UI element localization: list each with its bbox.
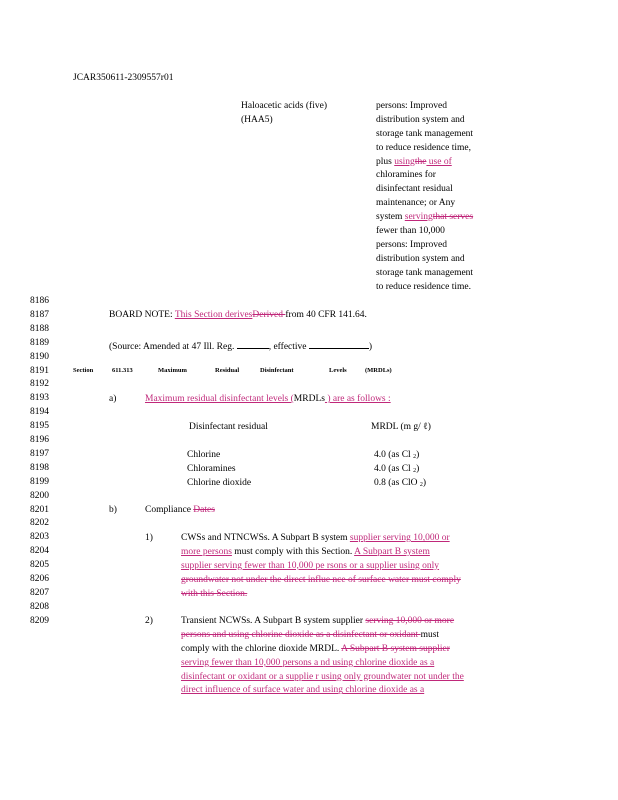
contaminant-abbrev: (HAA5) — [241, 115, 273, 125]
treatment-line — [376, 185, 473, 199]
line-number: 8202 — [30, 518, 49, 529]
line-number: 8189 — [30, 337, 49, 348]
item-b2-text-inserted: disinfectant or oxidant or a supplie r using only groundwater not under the — [181, 671, 464, 682]
item-b2-line — [181, 659, 464, 673]
section-heading — [0, 365, 618, 378]
line-number: 8199 — [30, 476, 49, 487]
mrdl-row-value — [374, 451, 419, 461]
line-number: 8194 — [30, 407, 49, 418]
line-number: 8190 — [30, 351, 49, 362]
mrdl-value-subscript: 2 — [413, 454, 417, 460]
line-number: 8208 — [30, 601, 49, 612]
item-b2-line — [181, 631, 464, 645]
treatment-line — [376, 213, 473, 227]
mrdl-value-subscript: 2 — [413, 467, 417, 474]
line-number: 8192 — [30, 379, 49, 390]
line-number: 8197 — [30, 448, 49, 459]
item-a: MRDLs — [293, 394, 325, 404]
treatment-line — [376, 227, 473, 241]
treatment-text: persons: Improved — [376, 239, 447, 250]
board-note-inserted: This Section derives — [174, 310, 253, 320]
line-number: 8188 — [30, 323, 49, 334]
line-number: 8187 — [30, 309, 49, 320]
item-b-label: b) — [109, 505, 117, 515]
line-number: 8204 — [30, 546, 49, 557]
line-number: 8201 — [30, 504, 49, 515]
line-number: 8196 — [30, 435, 49, 445]
item-b2-text-deleted: serving 10,000 or more — [365, 616, 455, 626]
item-b1-label: 1) — [145, 533, 153, 543]
mrdl-row-disinfectant: Chlorine dioxide — [187, 477, 252, 488]
treatment-line — [376, 241, 473, 255]
treatment-text: disinfectant residual — [376, 184, 453, 195]
item-b: Compliance — [145, 505, 194, 515]
line-number: 8200 — [30, 490, 49, 501]
section-number: 611.313 — [112, 367, 133, 374]
item-b1-line — [181, 548, 461, 562]
item-b1-text — [181, 534, 461, 603]
treatment-text: persons: Improved — [376, 101, 447, 111]
treatment-line — [376, 144, 473, 158]
board-note-deleted: Derived — [252, 310, 286, 320]
board-note: from 40 CFR 141.64. — [285, 310, 367, 320]
line-number: 8205 — [30, 560, 49, 571]
register-page-blank — [237, 339, 269, 349]
treatment-text: storage tank management — [376, 128, 474, 139]
treatment-text: fewer than 10,000 — [376, 226, 445, 237]
line-number: 8186 — [30, 296, 49, 306]
section-label: Section — [73, 367, 94, 374]
mrdl-value-close: ) — [416, 450, 420, 460]
treatment-text: to reduce residence time, — [376, 142, 471, 153]
treatment-line — [376, 130, 473, 144]
line-number: 8198 — [30, 462, 49, 473]
item-b2-text-deleted: A Subpart B system supplier — [341, 643, 450, 654]
treatment-line — [376, 116, 473, 130]
section-title-word: Disinfectant — [260, 367, 294, 374]
mrdl-value-text: 4.0 (as Cl — [374, 463, 414, 474]
treatment-text-inserted: serving — [404, 212, 433, 223]
item-a-text — [145, 395, 391, 405]
table-left-cell — [241, 102, 327, 130]
mrdl-table-header-disinfectant: Disinfectant residual — [189, 422, 268, 432]
section-title-word: Residual — [215, 367, 240, 374]
treatment-line — [376, 269, 473, 283]
mrdl-row-disinfectant: Chlorine — [187, 450, 221, 460]
line-number: 8203 — [30, 532, 49, 543]
item-a-inserted: Maximum residual disinfectant levels ( — [145, 394, 294, 404]
item-b1-line — [181, 534, 461, 548]
item-b1-text-inserted: more persons — [181, 546, 232, 557]
treatment-line — [376, 255, 473, 269]
mrdl-value-text: 0.8 (as ClO — [374, 477, 420, 488]
item-b-deleted: Dates — [193, 505, 215, 515]
item-b2-text — [181, 617, 464, 700]
treatment-text: system — [376, 212, 405, 223]
treatment-line — [376, 102, 473, 116]
item-b2-line — [181, 617, 464, 631]
contaminant-name: Haloacetic acids (five) — [241, 101, 327, 111]
item-b1-line — [181, 590, 461, 604]
treatment-text: maintenance; or Any — [376, 198, 456, 209]
mrdl-row-value — [374, 479, 426, 489]
item-b2-text-deleted: persons and using chlorine dioxide as a disinfectant or oxidant — [181, 629, 421, 640]
document-id: JCAR350611-2309557r01 — [73, 73, 174, 83]
treatment-text: distribution system and — [376, 114, 465, 125]
section-title-word: (MRDLs) — [365, 367, 392, 374]
treatment-text: plus — [376, 156, 395, 167]
item-b2-text: must — [420, 629, 440, 640]
source-note — [109, 339, 372, 353]
item-b2-text-inserted: direct influence of surface water and using chlorine dioxide as a — [181, 685, 425, 696]
treatment-text: distribution system and — [376, 253, 465, 264]
board-note — [109, 311, 367, 321]
item-b2-text-inserted: serving fewer than 10,000 persons a nd using chlorine dioxide as a — [181, 657, 435, 668]
treatment-line — [376, 283, 473, 297]
item-b2-line — [181, 645, 464, 659]
table-right-cell — [376, 102, 473, 296]
treatment-text: chloramines for — [376, 170, 436, 181]
item-a-label: a) — [109, 394, 117, 404]
item-b1-line — [181, 562, 461, 576]
item-b1-text-deleted: groundwater not under the direct influe nce of surface water must comply — [181, 574, 461, 585]
mrdl-value-close: ) — [416, 463, 420, 474]
item-b1-text-inserted: supplier serving 10,000 or — [349, 533, 450, 543]
line-number: 8191 — [30, 365, 49, 376]
line-number: 8195 — [30, 421, 49, 432]
mrdl-table-header-mrdl: MRDL (m g/ ℓ) — [371, 422, 431, 432]
section-title-word: Levels — [329, 367, 347, 374]
item-a-inserted: ) are as follows : — [324, 394, 391, 404]
item-b2-line — [181, 686, 464, 700]
line-number: 8206 — [30, 574, 49, 584]
effective-date-blank — [309, 339, 369, 349]
treatment-text-inserted: use of — [426, 156, 452, 167]
source-prefix: (Source: Amended at 47 Ill. Reg. — [109, 342, 237, 352]
treatment-line — [376, 199, 473, 213]
item-b1-text: must comply with this Section. — [231, 546, 355, 557]
source-suffix: ) — [368, 342, 373, 352]
source-mid: , effective — [268, 342, 309, 352]
item-b1-line — [181, 576, 461, 590]
item-b1-text-inserted: A Subpart B system — [354, 546, 430, 557]
treatment-text: storage tank management — [376, 267, 474, 278]
item-b1-text-inserted: supplier serving fewer than 10,000 pe rsons or a supplier using only — [181, 560, 440, 571]
line-number: 8207 — [30, 587, 49, 598]
mrdl-row-disinfectant: Chloramines — [187, 463, 236, 474]
item-b2-text: comply with the chlorine dioxide MRDL. — [181, 643, 342, 654]
line-number: 8193 — [30, 393, 49, 404]
mrdl-value-text: 4.0 (as Cl — [374, 450, 414, 460]
mrdl-value-subscript: 2 — [419, 481, 423, 488]
item-b1-text: CWSs and NTNCWSs. A Subpart B system — [181, 533, 350, 543]
treatment-text-deleted: the — [414, 156, 427, 167]
mrdl-value-close: ) — [422, 477, 427, 488]
section-title-word: Maximum — [158, 367, 187, 374]
board-note: BOARD NOTE: — [109, 310, 175, 320]
item-b1-text-deleted: with this Section. — [181, 588, 248, 599]
treatment-text-deleted: that serves — [432, 212, 474, 223]
item-b2-label: 2) — [145, 616, 153, 626]
item-b-text — [145, 506, 215, 516]
mrdl-row-value — [374, 465, 419, 475]
line-number: 8209 — [30, 615, 49, 626]
item-b2-text: Transient NCWSs. A Subpart B system supplier — [181, 616, 366, 626]
treatment-text-inserted: using — [394, 156, 415, 167]
treatment-text: to reduce residence time. — [376, 281, 471, 292]
